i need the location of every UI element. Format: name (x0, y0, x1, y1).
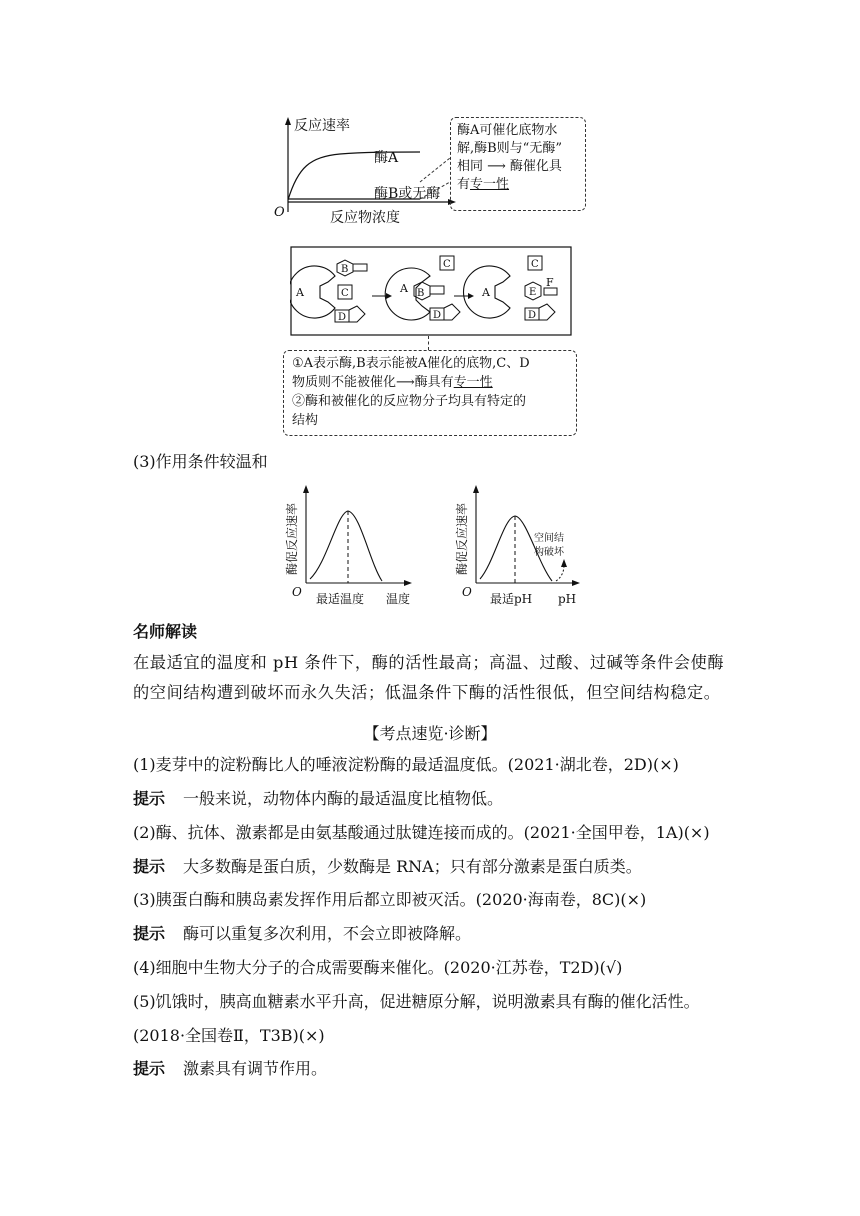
figure-temperature-curve (282, 483, 422, 609)
item3-question: (3)胰蛋白酶和胰岛素发挥作用后都立即被灭活。(2020·海南卷，8C)(×) (133, 890, 647, 909)
fig4-annotation-l1: 空间结 (534, 533, 564, 544)
item1-tip-text: 一般来说，动物体内酶的最适温度比植物低。 (183, 789, 504, 808)
fig2-note-line1: ①A表示酶,B表示能被A催化的底物,C、D (292, 356, 530, 371)
fig1-note-line4b: 专一性 (470, 177, 510, 192)
item3-tip (133, 924, 471, 944)
fig3-y-label: 酶促反应速率 (285, 502, 299, 575)
fig2-connector (428, 336, 429, 350)
fig2-label-d2: D (433, 310, 442, 321)
fig1-origin: O (274, 205, 285, 220)
section3-title: (3)作用条件较温和 (133, 452, 268, 471)
fig2-note-line4: 结构 (292, 413, 319, 428)
item5-question-cont: (2018·全国卷Ⅱ，T3B)(×) (133, 1026, 325, 1045)
fig2-label-c2: C (443, 259, 451, 270)
teacher-title: 名师解读 (133, 622, 198, 641)
arrow-icon: ⟶ (483, 159, 510, 174)
fig2-label-b2: B (417, 288, 425, 299)
fig2-label-c1: C (341, 288, 349, 299)
fig2-note-line2a: 物质则不能被催化 (292, 375, 397, 390)
item2-tip-text: 大多数酶是蛋白质，少数酶是 RNA；只有部分激素是蛋白质类。 (183, 857, 642, 876)
fig2-label-d1: D (338, 312, 347, 323)
item5-tip (133, 1059, 327, 1079)
tip-label: 提示 (133, 857, 166, 876)
fig1-note-line3b: 酶催化具 (509, 159, 562, 174)
fig2-label-b1: B (341, 264, 349, 275)
fig1-y-label: 反应速率 (294, 118, 350, 134)
fig4-x-opt: 最适pH (490, 592, 533, 606)
fig1-x-label: 反应物浓度 (330, 210, 400, 226)
item3-tip-text: 酶可以重复多次利用，不会立即被降解。 (183, 924, 472, 943)
item1-question: (1)麦芽中的淀粉酶比人的唾液淀粉酶的最适温度低。(2021·湖北卷，2D)(×) (133, 755, 679, 774)
fig2-note-line2c: 专一性 (453, 375, 493, 390)
item5-tip-text: 激素具有调节作用。 (183, 1059, 328, 1078)
fig2-label-c3: C (531, 259, 539, 270)
fig2-note-line3: ②酶和被催化的反应物分子均具有特定的 (292, 394, 527, 409)
fig2-label-a3: A (482, 286, 490, 299)
item4-question: (4)细胞中生物大分子的合成需要酶来催化。(2020·江苏卷，T2D)(√) (133, 958, 623, 977)
fig1-note-line2: 解,酶B则与“无酶” (457, 141, 562, 156)
fig2-label-f: F (546, 276, 554, 289)
tip-label: 提示 (133, 789, 166, 808)
fig1-note-box (450, 117, 586, 211)
fig1-note-line3a: 相同 (457, 159, 484, 174)
teacher-text: 在最适宜的温度和 pH 条件下，酶的活性最高；高温、过酸、过碱等条件会使酶的空间结构遭到破坏而永久失活；低温条件下酶的活性很低，但空间结构稳定。 (133, 653, 725, 702)
fig4-y-label: 酶促反应速率 (455, 502, 469, 575)
fig1-note-line1: 酶A可催化底物水 (457, 123, 558, 138)
fig1-note-line4a: 有 (457, 177, 471, 192)
fig2-label-a2: A (400, 282, 408, 295)
item1-tip (133, 789, 503, 809)
fig2-note-line2b: 酶具有 (414, 375, 454, 390)
fig4-x-label: pH (558, 592, 577, 606)
fig2-label-a1: A (296, 286, 304, 299)
fig2-note-box (283, 350, 577, 436)
figure-enzyme-specificity (290, 246, 572, 336)
item2-question: (2)酶、抗体、激素都是由氨基酸通过肽键连接而成的。(2021·全国甲卷，1A)(×) (133, 823, 710, 842)
fig1-curve-a-label: 酶A (374, 150, 399, 166)
fig2-label-e: E (529, 287, 537, 298)
figure-ph-curve (452, 483, 592, 609)
tip-label: 提示 (133, 924, 166, 943)
fig4-annotation-l2: 构破坏 (534, 547, 564, 558)
arrow-icon: ⟶ (396, 375, 415, 390)
fig3-origin: O (292, 585, 302, 599)
diagnosis-title: 【考点速览·诊断】 (363, 724, 497, 743)
tip-label: 提示 (133, 1059, 166, 1078)
fig3-x-label: 温度 (386, 592, 411, 606)
item2-tip (133, 857, 642, 877)
fig4-origin: O (462, 585, 472, 599)
fig3-x-opt: 最适温度 (316, 592, 365, 606)
fig1-curve-b-label: 酶B或无酶 (374, 186, 441, 202)
fig2-label-d3: D (528, 310, 537, 321)
item5-question: (5)饥饿时，胰高血糖素水平升高，促进糖原分解，说明激素具有酶的催化活性。 (133, 992, 700, 1011)
